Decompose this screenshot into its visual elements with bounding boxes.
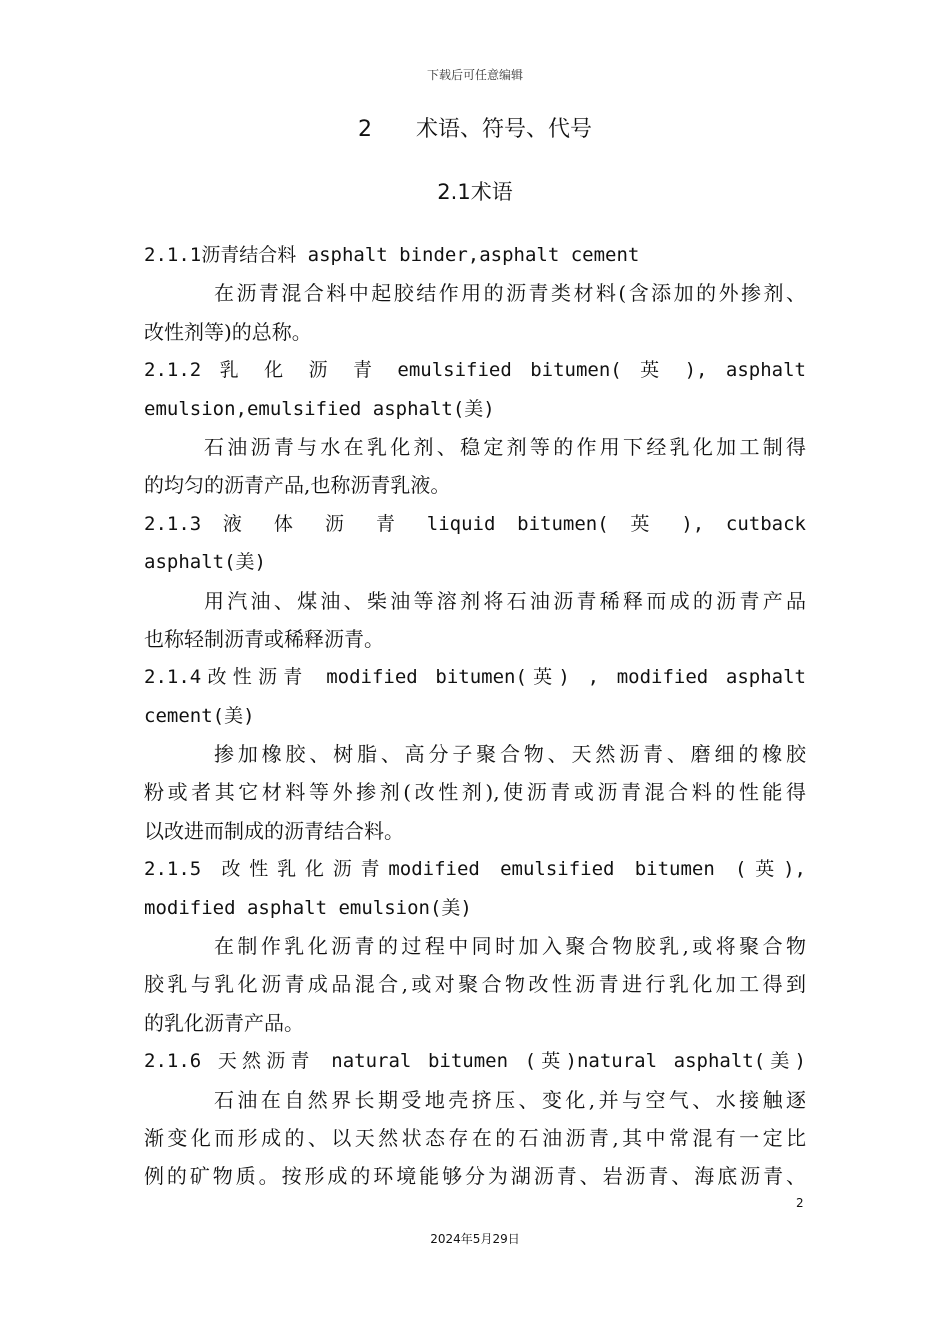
paragraph-line: 在沥青混合料中起胶结作用的沥青类材料(含添加的外掺剂、 (214, 281, 806, 306)
term-heading: 2.1.6 天然沥青 natural bitumen (英)natural asphalt(美) (144, 1050, 806, 1073)
paragraph-line: 也称轻制沥青或稀释沥青。 (144, 626, 384, 651)
term-heading: 2.1.1沥青结合料 asphalt binder,asphalt cement (144, 244, 640, 266)
paragraph-line: 石油沥青与水在乳化剂、稳定剂等的作用下经乳化加工制得 (204, 434, 806, 459)
paragraph-line: 粉或者其它材料等外掺剂(改性剂),使沥青或沥青混合料的性能得 (144, 780, 806, 805)
term-heading: emulsion,emulsified asphalt(美) (144, 397, 495, 420)
term-heading: 2.1.5 改性乳化沥青modified emulsified bitumen (英), (144, 858, 806, 881)
term-heading: asphalt(美) (144, 551, 266, 574)
paragraph-line: 掺加橡胶、树脂、高分子聚合物、天然沥青、磨细的橡胶 (214, 742, 806, 767)
document-body (144, 236, 806, 1196)
page-header: 下载后可任意编辑 (426, 68, 523, 82)
chapter-title: 术语、符号、代号 (415, 117, 592, 142)
paragraph-line: 的均匀的沥青产品,也称沥青乳液。 (144, 473, 451, 498)
paragraph-line: 用汽油、煤油、柴油等溶剂将石油沥青稀释而成的沥青产品 (204, 588, 806, 613)
paragraph-line: 以改进而制成的沥青结合料。 (144, 818, 404, 843)
paragraph-line: 的乳化沥青产品。 (144, 1010, 304, 1035)
paragraph-line: 石油在自然界长期受地壳挤压、变化,并与空气、水接触逐 (214, 1087, 806, 1112)
chapter-heading (0, 112, 950, 143)
paragraph-line: 胶乳与乳化沥青成品混合,或对聚合物改性沥青进行乳化加工得到 (144, 972, 806, 997)
term-heading: 2.1.4改性沥青 modified bitumen(英) , modified asphalt (144, 666, 806, 689)
paragraph-line: 改性剂等)的总称。 (144, 319, 312, 344)
section-heading: 2.1术语 (437, 180, 513, 204)
term-heading: modified asphalt emulsion(美) (144, 896, 472, 919)
paragraph-line: 渐变化而形成的、以天然状态存在的石油沥青,其中常混有一定比 (144, 1125, 806, 1150)
term-heading: 2.1.3 液 体 沥 青 liquid bitumen( 英 ), cutback (144, 512, 806, 535)
page-footer-date: 2024年5月29日 (430, 1232, 520, 1246)
term-heading: 2.1.2 乳 化 沥 青 emulsified bitumen( 英 ), asphalt (144, 359, 806, 382)
paragraph-line: 在制作乳化沥青的过程中同时加入聚合物胶乳,或将聚合物 (214, 934, 806, 959)
paragraph-line: 例的矿物质。按形成的环境能够分为湖沥青、岩沥青、海底沥青、 (144, 1164, 806, 1189)
chapter-number: 2 (357, 117, 372, 142)
page-number: 2 (796, 1196, 804, 1210)
term-heading: cement(美) (144, 704, 255, 727)
